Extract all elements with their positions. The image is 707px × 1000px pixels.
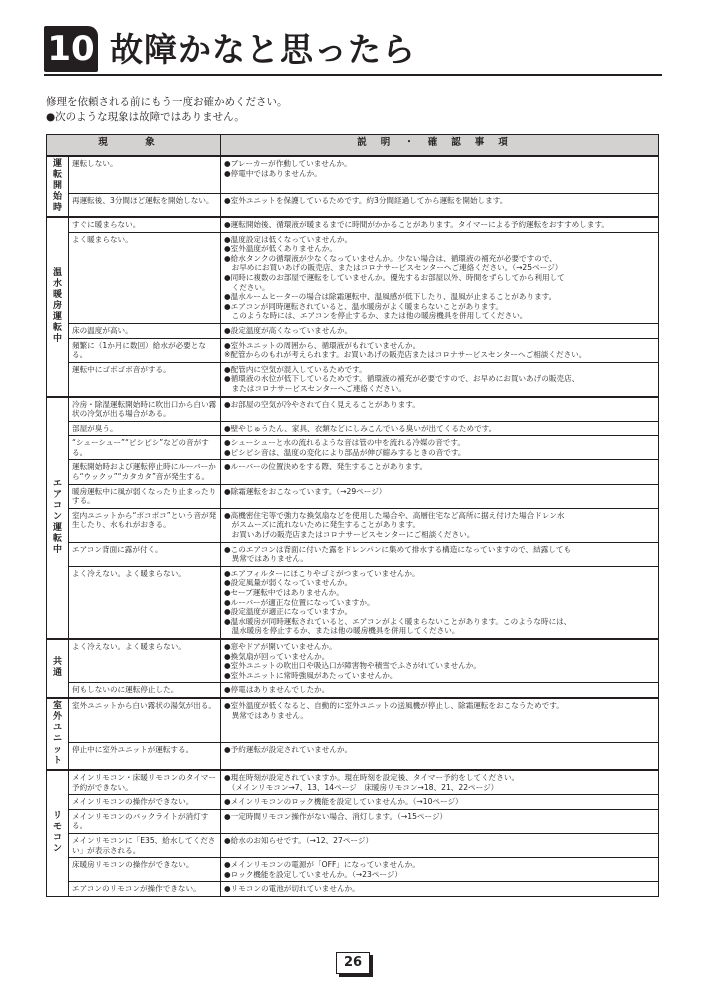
explanation-line: ●ルーバーの位置決めをする際、発生することがあります。 [224,462,428,472]
explanation-line: ●メインリモコンの電源が「OFF」になっていませんか。 [224,860,420,870]
explanation-cell [221,833,659,857]
explanation-cell [221,770,659,795]
table-row [47,770,659,795]
symptom-cell: よく冷えない。よく暖まらない。 [69,639,221,683]
explanation-line: ●壁やじゅうたん、家具、衣類などにしみこんでいる臭いが出てくるためです。 [224,423,497,433]
explanation-line: ●ピシピシ音は、温度の変化により部品が伸び縮みするときの音です。 [224,447,466,457]
explanation-line: お早めにお買いあげの販売店、またはコロナサービスセンターへご連絡ください。（→25ページ） [224,263,563,273]
explanation-line: ●同時に複数のお部屋で運転をしていませんか。優先するお部屋以外、時間をずらしてから利用して [224,272,565,282]
header-symptom: 現 象 [47,135,221,157]
intro-line-2: ●次のような現象は故障ではありません。 [46,111,245,123]
symptom-cell: “シューシュー”“ピシピシ”などの音がする。 [69,436,221,460]
table-row [47,436,659,460]
explanation-cell [221,858,659,882]
explanation-line: ●停電中ではありませんか。 [224,168,322,178]
symptom-cell: 室内ユニットから“ポコポコ”という音が発生したり、水もれがおきる。 [69,508,221,542]
explanation-cell [221,338,659,362]
table-row [47,217,659,232]
table-row [47,542,659,566]
explanation-line: ●温度設定は低くなっていませんか。 [224,234,353,244]
category-label: 温 水 暖 房 運 転 中 [52,268,62,345]
troubleshooting-table [46,134,659,897]
intro-text [46,95,288,125]
explanation-cell [221,156,659,194]
symptom-cell: 床の温度が高い。 [69,323,221,338]
explanation-cell [221,194,659,217]
table-row [47,362,659,396]
explanation-line: ●お部屋の空気が冷やされて白く見えることがあります。 [224,399,420,409]
table-row [47,882,659,897]
explanation-line: ●高機密住宅等で強力な換気扇などを使用した場合や、高層住宅など高所に据え付けた場合ドレン水 [224,510,565,520]
explanation-line: ●ロック機能を設定していませんか。（→23ページ） [224,869,403,879]
explanation-line: ●セーブ運転中ではありませんか。 [224,588,344,597]
explanation-line: （メインリモコン→7、13、14ページ 床暖房リモコン→18、21、22ページ） [224,782,499,792]
explanation-line: ●リモコンの電池が切れていませんか。 [224,884,360,894]
table-row [47,338,659,362]
symptom-cell: よく暖まらない。 [69,232,221,323]
table-row [47,397,659,422]
symptom-cell: 運転開始時および運転停止時にルーバーから“ウックッ”“カタカタ”音が発生する。 [69,460,221,484]
page-number: 26 [336,952,370,974]
explanation-cell [221,421,659,436]
explanation-line: ●シューシューと水の流れるような音は管の中を流れる冷媒の音です。 [224,438,465,448]
explanation-line: ●このエアコンは背面に付いた露をドレンパンに集めて排水する構造になっていますので、結露しても [224,544,572,554]
explanation-line: がスムーズに流れないために発生することがあります。 [224,520,421,530]
symptom-cell: 停止中に室外ユニットが運転する。 [69,743,221,770]
explanation-cell [221,484,659,508]
explanation-line: ●エアフィルターにほこりやゴミがつまっていませんか。 [224,568,420,578]
category-label: エ ア コ ン 運 転 中 [52,479,62,556]
explanation-cell [221,566,659,639]
table-row [47,833,659,857]
explanation-line: ●循環液の水位が低下しているためです。循環液の補充が必要ですので、お早めにお買いあげの販売店、 [224,374,580,384]
category-cell [47,698,69,770]
title-underline [44,74,662,76]
symptom-cell: よく冷えない。よく暖まらない。 [69,566,221,639]
table-row [47,508,659,542]
symptom-cell: 頻繁に（1か月に数回）給水が必要となる。 [69,338,221,362]
explanation-line: ●設定風量が弱くなっていませんか。 [224,578,353,588]
explanation-line: ●室外温度が低くありませんか。 [224,244,337,254]
category-cell [47,217,69,397]
table-row [47,566,659,639]
table-row [47,698,659,743]
explanation-line: ●温水暖房が同時運転されていると、エアコンがよく暖まらないことがあります。このような時には、 [224,616,572,626]
category-cell [47,156,69,217]
explanation-line: ●ブレーカーが作動していませんか。 [224,159,352,168]
explanation-line: ●ルーバーが適正な位置になっていますか。 [224,597,375,607]
symptom-cell: 何もしないのに運転停止した。 [69,683,221,698]
intro-line-1: 修理を依頼される前にもう一度お確かめください。 [46,96,288,108]
explanation-line: お買いあげの販売店またはコロナサービスセンターにご相談ください。 [224,530,475,540]
explanation-line: ●除霜運転をおこなっています。（→29ページ） [224,486,387,496]
explanation-line: ●一定時間リモコン操作がない場合、消灯します。（→15ページ） [224,811,448,821]
explanation-cell [221,743,659,770]
symptom-cell: すぐに暖まらない。 [69,217,221,232]
explanation-line: ●給水のお知らせです。（→12、27ページ） [224,835,374,845]
explanation-line: ●温水ルームヒーターの場合は除霜運転中、温風感が低下したり、温風が止まることがあります。 [224,292,557,302]
symptom-cell: 床暖房リモコンの操作ができない。 [69,858,221,882]
explanation-cell [221,698,659,743]
table-row [47,795,659,810]
explanation-cell [221,683,659,698]
table-row [47,809,659,833]
table-row [47,194,659,217]
explanation-line: このような時には、エアコンを停止するか、または他の暖房機具を併用してください。 [224,311,528,321]
table-row [47,639,659,683]
explanation-cell [221,323,659,338]
explanation-line: ●メインリモコンのロック機能を設定していませんか。（→10ページ） [224,797,463,807]
explanation-line: ●エアコンが同時運転されていると、温水暖房がよく暖まらないことがあります。 [224,301,504,311]
table-row [47,156,659,194]
explanation-line: またはコロナサービスセンターへご連絡ください。 [224,383,406,393]
explanation-line: ●室外ユニットを保護しているためです。約3分間経過してから運転を開始します。 [224,196,508,206]
explanation-cell [221,362,659,396]
explanation-cell [221,882,659,897]
explanation-line: ●現在時刻が設定されていますか。現在時刻を設定後、タイマー予約をしてください。 [224,772,520,782]
symptom-cell: 冷房・除湿運転開始時に吹出口から白い霧状の冷気が出る場合がある。 [69,397,221,422]
table-row [47,683,659,698]
explanation-line: 温水暖房を停止するか、または他の暖房機具を併用してください。 [224,626,460,636]
explanation-cell [221,397,659,422]
explanation-cell [221,795,659,810]
symptom-cell: エアコン背面に露が付く。 [69,542,221,566]
section-number-badge: 10 [44,26,98,72]
explanation-cell [221,217,659,232]
explanation-cell [221,460,659,484]
explanation-cell [221,639,659,683]
table-row [47,743,659,770]
symptom-cell: 再運転後、3分間ほど運転を開始しない。 [69,194,221,217]
explanation-line: ●室外ユニットの吹出口や吸込口が障害物や積雪でふさがれていませんか。 [224,661,481,671]
table-row [47,232,659,323]
table-body [47,156,659,896]
page-title: 故障かなと思ったら [110,30,416,69]
category-cell [47,770,69,896]
symptom-cell: 室外ユニットから白い霧状の湯気が出る。 [69,698,221,743]
category-cell [47,397,69,639]
explanation-line: ●室外温度が低くなると、自動的に室外ユニットの送風機が停止し、除霜運転をおこなうためです。 [224,700,564,710]
category-label: 共 通 [52,657,62,679]
explanation-line: ●予約運転が設定されていませんか。 [224,745,353,755]
table-row [47,323,659,338]
explanation-line: ●運転開始後、循環液が暖まるまでに時間がかかることがあります。タイマーによる予約運転をおすすめします。 [224,220,610,229]
explanation-cell [221,542,659,566]
explanation-line: ●換気扇が回っていませんか。 [224,651,330,661]
explanation-cell [221,232,659,323]
explanation-line: ●室外ユニットに常時強風があたっていませんか。 [224,670,398,680]
symptom-cell: メインリモコン・床暖リモコンのタイマー予約ができない。 [69,770,221,795]
explanation-cell [221,508,659,542]
explanation-cell [221,436,659,460]
explanation-line: 異常ではありません。 [224,710,309,720]
table-row [47,858,659,882]
table-row [47,484,659,508]
explanation-line: ください。 [224,282,270,292]
explanation-line: ●配管内に空気が混入しているためです。 [224,364,367,374]
category-label: リ モ コ ン [52,811,62,855]
explanation-line: 異常ではありません。 [224,554,309,564]
explanation-line: ●給水タンクの循環液が少なくなっていませんか。少ない場合は、循環液の補充が必要ですので、 [224,253,557,263]
symptom-cell: メインリモコンに「E35、給水してください」が表示される。 [69,833,221,857]
symptom-cell: 暖房運転中に風が弱くなったり止まったりする。 [69,484,221,508]
explanation-cell [221,809,659,833]
symptom-cell: メインリモコンのバックライトが消灯する。 [69,809,221,833]
category-label: 運 転 開 始 時 [52,159,62,213]
table-header-row [47,135,659,157]
symptom-cell: エアコンのリモコンが操作できない。 [69,882,221,897]
explanation-line: ●窓やドアが開いていませんか。 [224,641,337,651]
symptom-cell: メインリモコンの操作ができない。 [69,795,221,810]
explanation-line: ●室外ユニットの周囲から、循環液がもれていませんか。 [224,340,421,350]
category-label: 室 外 ユ ニ ッ ト [52,700,62,766]
explanation-line: ●設定温度が適正になっていますか。 [224,607,353,617]
table-row [47,421,659,436]
header-explanation: 説明・確認事項 [221,135,659,157]
symptom-cell: 運転しない。 [69,156,221,194]
category-cell [47,639,69,698]
explanation-line: ●停電はありませんでしたか。 [224,685,330,695]
explanation-line: ●設定温度が高くなっていませんか。 [224,325,353,335]
table-row [47,460,659,484]
explanation-line: ※配管からのもれが考えられます。お買いあげの販売店またはコロナサービスセンターへご相談ください。 [224,350,587,360]
symptom-cell: 部屋が臭う。 [69,421,221,436]
symptom-cell: 運転中にゴボゴボ音がする。 [69,362,221,396]
